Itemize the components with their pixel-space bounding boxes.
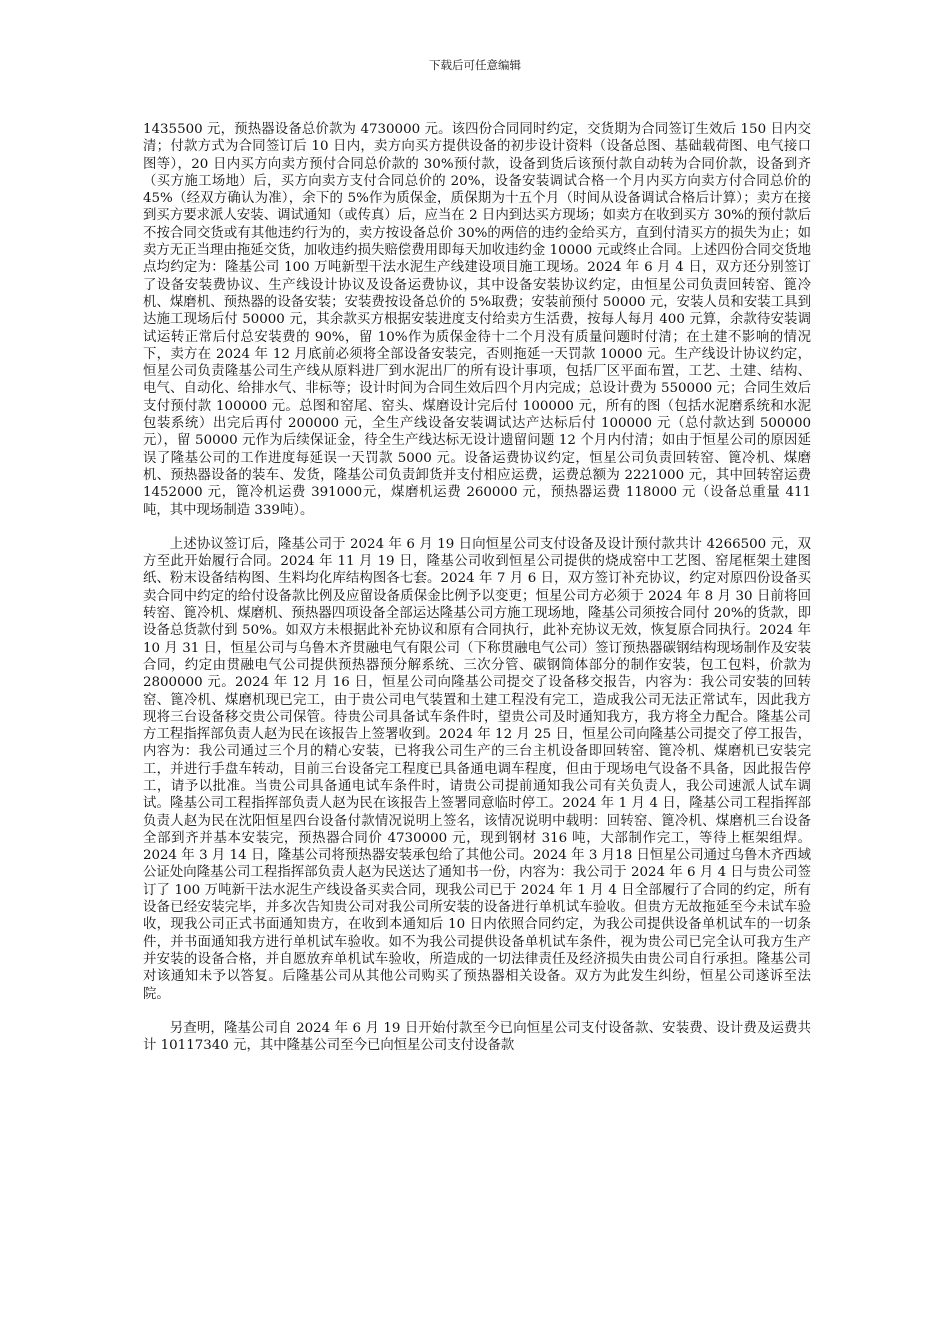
- paragraph-contract-terms: 1435500 元，预热器设备总价款为 4730000 元。该四份合同同时约定，交货期为合同签订生效后 150 日内交清；付款方式为合同签订后 10 日内，卖方向买方提供设备的初步设计资料（设备总图、基础载荷图、电气接口图等），20 日内买方向卖方预付合同总价款的 30%预付款，设备到货后该预付款自动转为合同价款，设备到齐（买方施工场地）后，买方向卖方支付合同总价的 20%，设备安装调试合格一个月内买方向卖方付合同总价的 45%（经双方确认为准），余下的 5%作为质保金，质保期为十五个月（时间从设备调试合格后计算）；卖方在接到买方要求派人安装、调试通知（或传真）后，应当在 2 日内到达买方现场；如卖方在收到买方 30%的预付款后不按合同交货或有其他违约行为的，卖方按设备总价 30%的两倍的违约金给买方，直到付清买方的损失为止；如卖方无正当理由拖延交货，加收违约损失赔偿费用即每天加收违约金 10000 元或终止合同。上述四份合同交货地点均约定为：隆基公司 100 万吨新型干法水泥生产线建设项目施工现场。2024 年 6 月 4 日，双方还分别签订了设备安装费协议、生产线设计协议及设备运费协议，其中设备安装协议约定，由恒星公司负责回转窑、篦冷机、煤磨机、预热器的设备安装；安装费按设备总价的 5%取费；安装前预付 50000 元，安装人员和安装工具到达施工现场后付 50000 元，其余款买方根据安装进度支付给卖方生活费，按每人每月 400 元算，余款待安装调试运转正常后付总安装费的 90%，留 10%作为质保金待十二个月没有质量问题时付清；在土建不影响的情况下，卖方在 2024 年 12 月底前必须将全部设备安装完，否则拖延一天罚款 10000 元。生产线设计协议约定，恒星公司负责隆基公司生产线从原料进厂到水泥出厂的所有设计事项，包括厂区平面布置，工艺、土建、结构、电气、自动化、给排水气、非标等；设计时间为合同生效后四个月内完成；总设计费为 550000 元；合同生效后支付预付款 100000 元。总图和窑尾、窑头、煤磨设计完后付 100000 元，所有的图（包括水泥磨系统和水泥包装系统）出完后再付 200000 元，全生产线设备安装调试达产达标后付 100000 元（总付款达到 500000元），留 50000 元作为后续保证金，待全生产线达标无设计遗留问题 12 个月内付清；如由于恒星公司的原因延误了隆基公司的工作进度每延误一天罚款 5000 元。设备运费协议约定，恒星公司负责回转窑、篦冷机、煤磨机、预热器设备的装车、发货，隆基公司负责卸货并支付相应运费，运费总额为 2221000 元，其中回转窑运费 1452000 元，篦冷机运费 391000元，煤磨机运费 260000 元，预热器运费 118000 元（设备总重量 411 吨，其中现场制造 339吨）。: [143, 122, 811, 518]
- paragraph-further-findings: 另查明，隆基公司自 2024 年 6 月 19 日开始付款至今已向恒星公司支付设备款、安装费、设计费及运费共计 10117340 元，其中隆基公司至今已向恒星公司支付设备款: [143, 1020, 811, 1054]
- paragraph-performance-history: 上述协议签订后，隆基公司于 2024 年 6 月 19 日向恒星公司支付设备及设计预付款共计 4266500 元，双方至此开始履行合同。2024 年 11 月 19 日，隆基公司收到恒星公司提供的烧成窑中工艺图、窑尾框架土建图纸、粉末设备结构图、生料均化库结构图各七套。2024 年 7 月 6 日，双方签订补充协议，约定对原四份设备买卖合同中约定的给付设备款比例及应留设备质保金比例予以变更；恒星公司方必须于 2024 年 8 月 30 日前将回转窑、篦冷机、煤磨机、预热器四项设备全部运达隆基公司方施工现场地，隆基公司须按合同付 20%的货款，即设备总货款付到 50%。如双方未根据此补充协议和原有合同执行，此补充协议无效，恢复原合同执行。2024 年 10 月 31 日，恒星公司与乌鲁木齐贯融电气有限公司（下称贯融电气公司）签订预热器碳钢结构现场制作及安装合同，约定由贯融电气公司提供预热器预分解系统、三次分管、碳钢筒体部分的制作安装，包工包料，价款为 2800000 元。2024 年 12 月 16 日，恒星公司向隆基公司提交了设备移交报告，内容为：我公司安装的回转窑、篦冷机、煤磨机现已完工，由于贵公司电气装置和土建工程没有完工，造成我公司无法正常试车，因此我方现将三台设备移交贵公司保管。待贵公司具备试车条件时，望贵公司及时通知我方，我方将全力配合。隆基公司方工程指挥部负责人赵为民在该报告上签署收到。2024 年 12 月 25 日，恒星公司向隆基公司提交了停工报告，内容为：我公司通过三个月的精心安装，已将我公司生产的三台主机设备即回转窑、篦冷机、煤磨机已安装完工，并进行手盘车转动，目前三台设备完工程度已具备通电调车程度，但由于现场电气设备不具备，因此报告停工，请予以批准。当贵公司具备通电试车条件时，请贵公司提前通知我公司有关负责人，我公司速派人试车调试。隆基公司工程指挥部负责人赵为民在该报告上签署同意临时停工。2024 年 1 月 4 日，隆基公司工程指挥部负责人赵为民在沈阳恒星四台设备付款情况说明上签名，该情况说明中载明：回转窑、篦冷机、煤磨机三台设备全部到齐并基本安装完，预热器合同价 4730000 元，现到钢材 316 吨，大部制作完工，等待上框架组焊。2024 年 3 月 14 日，隆基公司将预热器安装承包给了其他公司。2024 年 3 月18 日恒星公司通过乌鲁木齐西域公证处向隆基公司工程指挥部负责人赵为民送达了通知书一份，内容为：我公司于 2024 年 6 月 4 日与贵公司签订了 100 万吨新干法水泥生产线设备买卖合同，现我公司已于 2024 年 1 月 4 日全部履行了合同的约定，所有设备已经安装完毕，并多次告知贵公司对我公司所安装的设备进行单机试车验收。但贵方无故拖延至今未试车验收，现我公司正式书面通知贵方，在收到本通知后 10 日内依照合同约定，为我公司提供设备单机试车的一切条件，并书面通知我方进行单机试车验收。如不为我公司提供设备单机试车条件，视为贵公司已完全认可我方生产并安装的设备合格，并自愿放弃单机试车验收，所造成的一切法律责任及经济损失由贵公司自行承担。隆基公司对该通知未予以答复。后隆基公司从其他公司购买了预热器相关设备。双方为此发生纠纷，恒星公司遂诉至法院。: [143, 536, 811, 1002]
- page-header-note: 下载后可任意编辑: [429, 58, 521, 72]
- document-body: [143, 121, 811, 1054]
